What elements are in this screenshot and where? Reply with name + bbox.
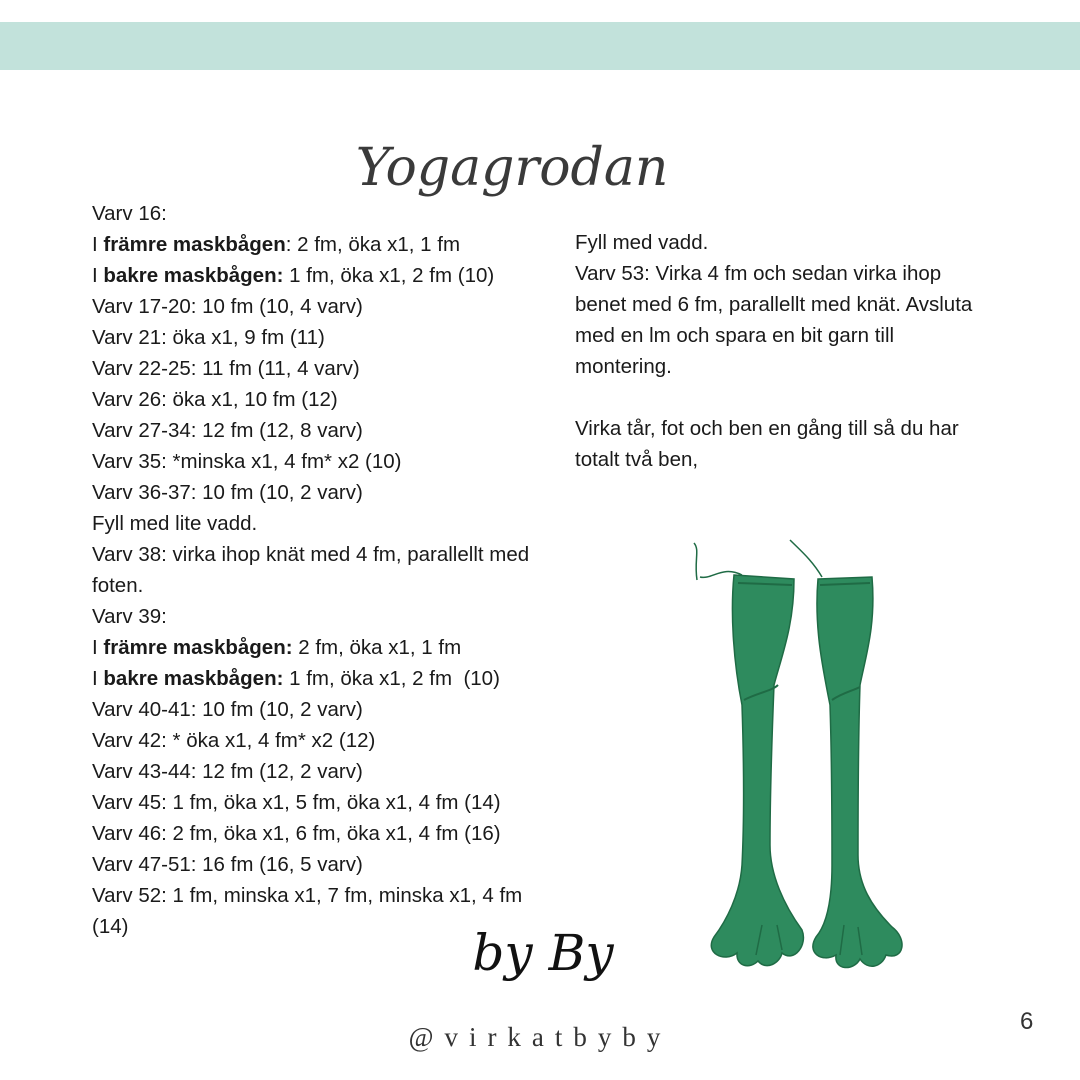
row-38: Varv 38: virka ihop knät med 4 fm, parallellt med foten. [92,543,530,597]
header-band [0,22,1080,70]
instructions-right-column [575,227,975,475]
final-note: Virka tår, fot och ben en gång till så du har totalt två ben, [575,417,959,471]
spacer [575,382,975,413]
row-42: Varv 42: * öka x1, 4 fm* x2 (12) [92,729,376,752]
row-22-25: Varv 22-25: 11 fm (11, 4 varv) [92,357,360,380]
row-46: Varv 46: 2 fm, öka x1, 6 fm, öka x1, 4 fm (16) [92,822,501,845]
page-title-text: Yogagrodan [355,138,669,198]
row-27-34: Varv 27-34: 12 fm (12, 8 varv) [92,419,363,442]
row-43-44: Varv 43-44: 12 fm (12, 2 varv) [92,760,363,783]
row-36-37: Varv 36-37: 10 fm (10, 2 varv) [92,481,363,504]
row-heading-39: Varv 39: [92,605,167,628]
row-17-20: Varv 17-20: 10 fm (10, 4 varv) [92,295,363,318]
row-26: Varv 26: öka x1, 10 fm (12) [92,388,338,411]
back-loop-line-1: I bakre maskbågen: 1 fm, öka x1, 2 fm (10) [92,264,495,287]
front-loop-line-2: I främre maskbågen: 2 fm, öka x1, 1 fm [92,636,462,659]
row-53: Varv 53: Virka 4 fm och sedan virka ihop benet med 6 fm, parallellt med knät. Avsluta med en lm och spara en bit garn till montering. [575,262,973,378]
row-45: Varv 45: 1 fm, öka x1, 5 fm, öka x1, 4 fm (14) [92,791,501,814]
fill-note-right: Fyll med vadd. [575,231,709,254]
crochet-legs-photo [682,535,917,985]
signature-text: by By [472,924,614,982]
row-35: Varv 35: *minska x1, 4 fm* x2 (10) [92,450,402,473]
back-loop-line-2: I bakre maskbågen: 1 fm, öka x1, 2 fm (10) [92,667,500,690]
row-21: Varv 21: öka x1, 9 fm (11) [92,326,325,349]
page-number: 6 [1020,1008,1034,1035]
instagram-handle: @virkatbyby [408,1022,672,1052]
row-52: Varv 52: 1 fm, minska x1, 7 fm, minska x1, 4 fm (14) [92,884,523,938]
by-by-signature [438,905,648,1005]
row-heading-16: Varv 16: [92,202,167,225]
row-47-51: Varv 47-51: 16 fm (16, 5 varv) [92,853,363,876]
front-loop-line-1: I främre maskbågen: 2 fm, öka x1, 1 fm [92,233,461,256]
instructions-left-column [92,198,542,942]
row-40-41: Varv 40-41: 10 fm (10, 2 varv) [92,698,363,721]
fill-note-left: Fyll med lite vadd. [92,512,258,535]
